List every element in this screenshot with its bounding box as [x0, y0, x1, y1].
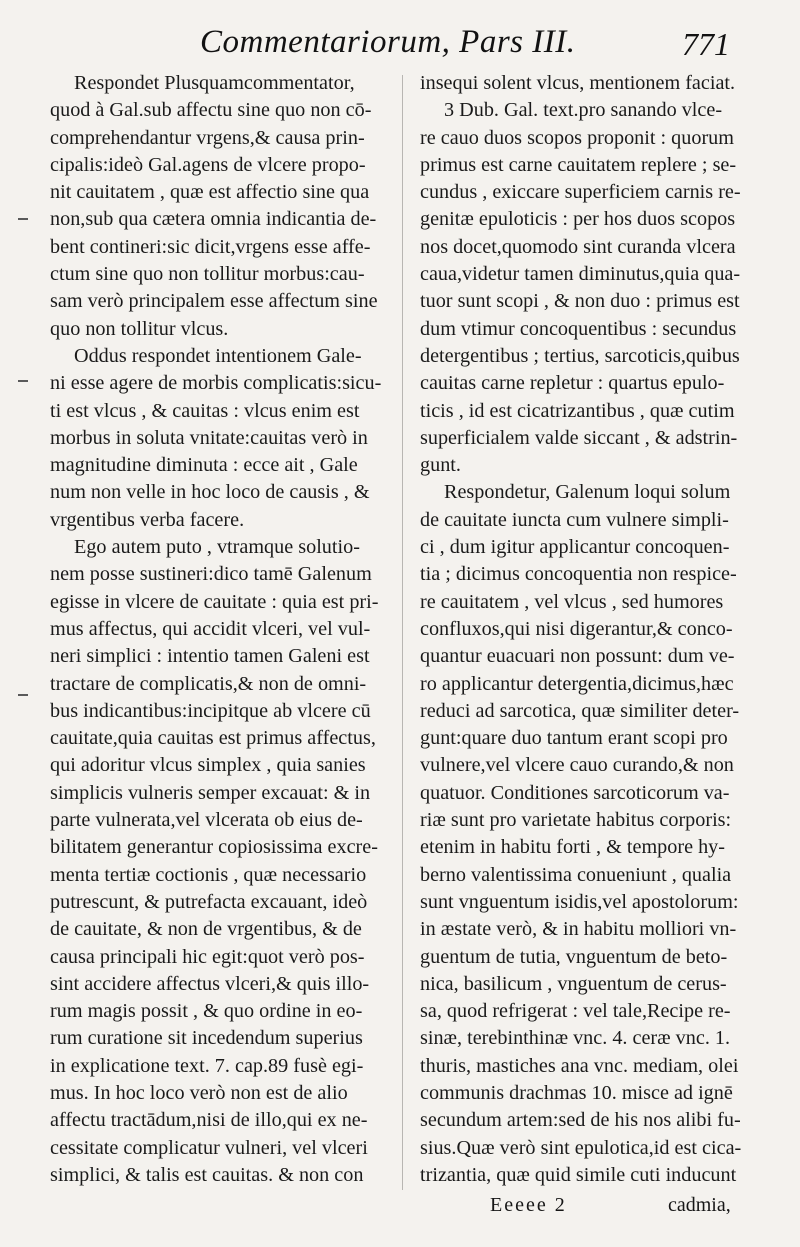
text-line: riæ sunt pro varietate habitus corporis:: [420, 809, 732, 832]
text-line: sa, quod refrigerat : vel tale,Recipe re-: [420, 1000, 731, 1023]
text-line: insequi solent vlcus, mentionem faciat.: [420, 72, 736, 94]
text-line: nit cauitatem , quæ est affectio sine qua: [50, 181, 370, 204]
text-line: nem posse sustineri:dico tamē Galenum: [50, 563, 372, 586]
margin-mark: [18, 380, 28, 382]
margin-mark: [18, 218, 28, 220]
text-line: secundum artem:sed de his nos alibi fu-: [420, 1109, 741, 1132]
text-line: menta tertiæ coctionis , quæ necessario: [50, 863, 367, 886]
text-line: quantur euacuari non possunt: dum ve-: [420, 645, 735, 668]
page-number: 771: [682, 26, 730, 62]
text-line: de cauitate iuncta cum vulnere simpli-: [420, 508, 729, 531]
text-line: simplicis vulneris semper excauat: & in: [50, 781, 371, 804]
text-line: bent contineri:sic dicit,vrgens esse affe-: [50, 235, 371, 258]
text-line: sam verò principalem esse affectum sine: [50, 290, 378, 313]
text-line: comprehendantur vrgens,& causa prin-: [50, 126, 365, 149]
text-line: guentum de tutia, vnguentum de beto-: [420, 945, 728, 968]
right-column: [420, 70, 750, 1190]
text-line: re cauitatem , vel vlcus , sed humores: [420, 590, 724, 613]
text-line: sunt vnguentum isidis,vel apostolorum:: [420, 890, 739, 913]
text-line: gunt:quare duo tantum erant scopi pro: [420, 727, 728, 750]
text-line: bus indicantibus:incipitque ab vlcere cū: [50, 699, 371, 722]
text-line: trizantia, quæ quid simile cuti inducunt: [420, 1163, 737, 1186]
text-line: cundus , exiccare superficiem carnis re-: [420, 181, 741, 204]
text-line: magnitudine diminuta : ecce ait , Gale: [50, 454, 358, 477]
text-line: Respondet Plusquamcommentator,: [74, 72, 355, 94]
text-line: affectu tractādum,nisi de illo,qui ex ne-: [50, 1109, 368, 1132]
text-line: communis drachmas 10. misce ad ignē: [420, 1081, 733, 1104]
text-line: reduci ad sarcotica, quæ similiter deter-: [420, 699, 740, 722]
text-line: cauitas carne repletur : quartus epulo-: [420, 372, 725, 395]
text-line: tia ; dicimus concoquentia non respice-: [420, 563, 737, 586]
text-line: caua,videtur tamen diminutus,quia qua-: [420, 263, 741, 286]
text-line: dum vtimur concoquentibus : secundus: [420, 317, 737, 340]
text-line: non,sub qua cætera omnia indicantia de-: [50, 208, 377, 231]
text-line: confluxos,qui nisi digerantur,& conco-: [420, 617, 733, 640]
text-line: genitæ epuloticis : per hos duos scopos: [420, 208, 736, 231]
text-line: sius.Quæ verò sint epulotica,id est cica-: [420, 1136, 742, 1159]
text-line: mus affectus, qui accidit vlceri, vel vul-: [50, 617, 371, 640]
text-line: quo non tollitur vlcus.: [50, 317, 229, 340]
text-line: ni esse agere de morbis complicatis:sicu-: [50, 372, 382, 395]
text-line: egisse in vlcere de cauitate : quia est pri-: [50, 590, 379, 613]
catchword: cadmia,: [668, 1194, 731, 1216]
text-line: tractare de complicatis,& non de omni-: [50, 672, 367, 695]
left-column: [50, 70, 390, 1190]
page-header: [0, 18, 800, 66]
text-line: rum magis possit , & quo ordine in eo-: [50, 1000, 363, 1023]
text-line: ro applicantur detergentia,dicimus,hæc: [420, 672, 734, 695]
text-line: num non velle in hoc loco de causis , &: [50, 481, 370, 504]
text-line: etenim in habitu forti , & tempore hy-: [420, 836, 725, 859]
text-line: tuor sunt scopi , & non duo : primus est: [420, 290, 740, 313]
signature-mark: Eeeee 2: [490, 1194, 567, 1216]
text-line: Oddus respondet intentionem Gale-: [74, 344, 362, 367]
text-line: nica, basilicum , vnguentum de cerus-: [420, 972, 727, 995]
text-line: thuris, mastiches ana vnc. mediam, olei: [420, 1054, 739, 1077]
text-line: re cauo duos scopos proponit : quorum: [420, 126, 734, 149]
text-line: primus est carne cauitatem replere ; se-: [420, 153, 737, 176]
text-line: in æstate verò, & in habitu molliori vn-: [420, 918, 737, 941]
text-line: quatuor. Conditiones sarcoticorum va-: [420, 781, 730, 804]
text-line: vulnere,vel vlcere cauo curando,& non: [420, 754, 734, 777]
text-line: cessitate complicatur vulneri, vel vlceri: [50, 1136, 368, 1159]
text-line: quod à Gal.sub affectu sine quo non cō-: [50, 99, 372, 122]
text-line: ctum sine quo non tollitur morbus:cau-: [50, 263, 365, 286]
text-line: neri simplici : intentio tamen Galeni est: [50, 645, 370, 668]
text-line: rum curatione sit incedendum superius: [50, 1027, 363, 1050]
text-line: ci , dum igitur applicantur concoquen-: [420, 536, 730, 559]
text-line: ticis , id est cicatrizantibus , quæ cutim: [420, 399, 735, 422]
text-line: sint accidere affectus vlceri,& quis illo-: [50, 972, 370, 995]
text-line: mus. In hoc loco verò non est de alio: [50, 1081, 348, 1104]
text-line: cipalis:ideò Gal.agens de vlcere propo-: [50, 153, 366, 176]
page-footer: [0, 1190, 800, 1230]
text-line: detergentibus ; tertius, sarcoticis,quibus: [420, 344, 740, 367]
column-divider: [402, 75, 403, 1190]
text-line: Respondetur, Galenum loqui solum: [444, 481, 731, 504]
text-line: parte vulnerata,vel vlcerata ob eius de-: [50, 809, 363, 832]
text-line: nos docet,quomodo sint curanda vlcera: [420, 235, 736, 258]
text-line: causa principali hic egit:quot verò pos-: [50, 945, 365, 968]
text-line: ti est vlcus , & cauitas : vlcus enim est: [50, 399, 360, 422]
text-line: berno valentissima conueniunt , qualia: [420, 863, 732, 886]
text-line: cauitate,quia cauitas est primus affectus,: [50, 727, 376, 750]
text-line: superficialem valde siccant , & adstrin-: [420, 426, 738, 449]
margin-mark: [18, 694, 28, 696]
text-line: 3 Dub. Gal. text.pro sanando vlce-: [444, 99, 723, 122]
text-line: morbus in soluta vnitate:cauitas verò in: [50, 426, 368, 449]
text-line: de cauitate, & non de vrgentibus, & de: [50, 918, 362, 941]
text-line: Ego autem puto , vtramque solutio-: [74, 536, 360, 559]
running-head: Commentariorum, Pars III.: [200, 24, 576, 60]
text-line: sinæ, terebinthinæ vnc. 4. ceræ vnc. 1.: [420, 1027, 731, 1050]
text-line: gunt.: [420, 454, 461, 477]
text-line: vrgentibus verba facere.: [50, 508, 245, 531]
text-line: putrescunt, & putrefacta excauant, ideò: [50, 890, 368, 913]
text-line: in explicatione text. 7. cap.89 fusè egi-: [50, 1054, 364, 1077]
text-line: qui adoritur vlcus simplex , quia sanies: [50, 754, 366, 777]
text-line: simplici, & talis est cauitas. & non con: [50, 1163, 364, 1186]
text-line: bilitatem generantur copiosissima excre-: [50, 836, 378, 859]
